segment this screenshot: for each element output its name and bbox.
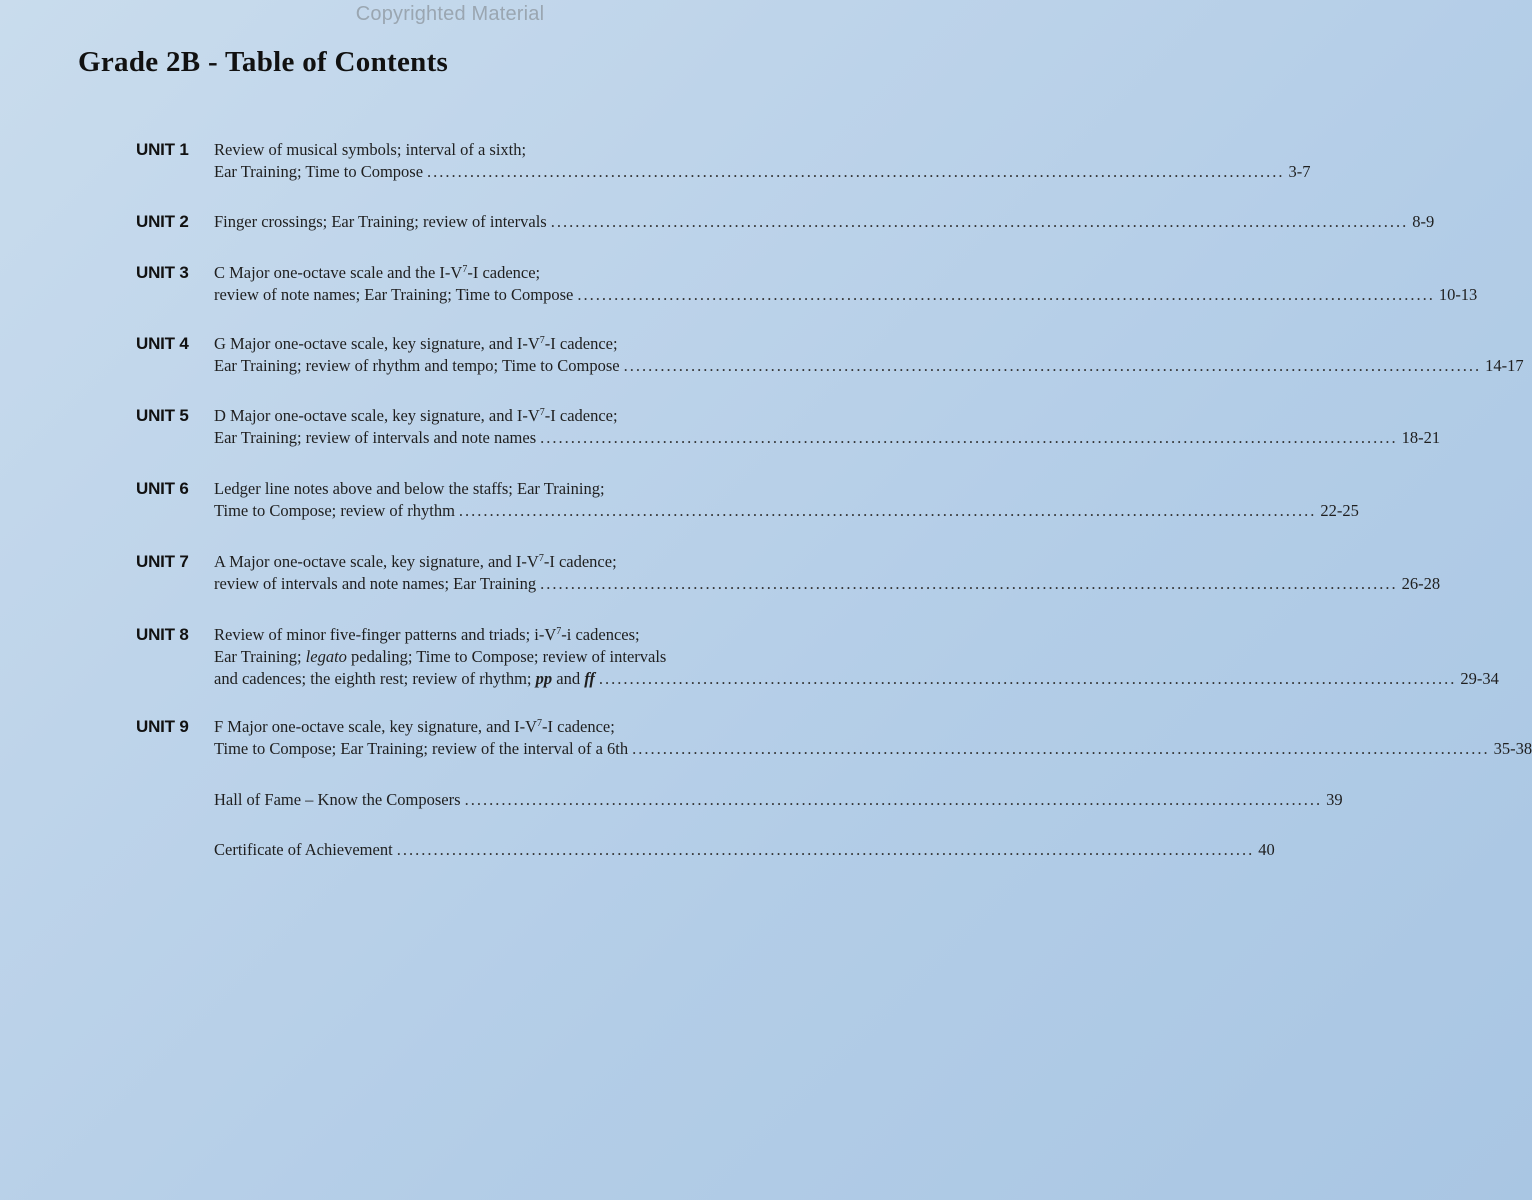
- toc-line: [214, 405, 826, 427]
- unit-label: UNIT 6: [136, 479, 189, 498]
- toc-line-text: Ear Training; Time to Compose: [214, 162, 424, 181]
- toc-line: [214, 738, 1532, 760]
- toc-line: [214, 716, 826, 738]
- unit-label: UNIT 2: [136, 212, 189, 231]
- page-number: 14-17: [1485, 356, 1524, 375]
- toc-line: [214, 478, 826, 500]
- page-number: 22-25: [1320, 501, 1359, 520]
- toc-line: [214, 551, 826, 573]
- dot-leader: ............................................................................................................................................: [623, 356, 1482, 375]
- dot-leader: ............................................................................................................................................: [598, 669, 1457, 688]
- page-number: 26-28: [1401, 574, 1441, 593]
- unit-label: UNIT 4: [136, 334, 189, 353]
- toc-line-text: D Major one-octave scale, key signature, and $I-V^7-I$ cadence;: [214, 406, 618, 425]
- toc-line-text: Hall of Fame – Know the Composers: [214, 790, 461, 809]
- unit-label: UNIT 1: [136, 140, 189, 159]
- toc-line: [214, 333, 826, 355]
- dot-leader: ............................................................................................................................................: [540, 428, 1398, 447]
- toc-line: [214, 262, 826, 284]
- dot-leader: ............................................................................................................................................: [464, 790, 1323, 809]
- toc-line: [214, 355, 1524, 377]
- dot-leader: ............................................................................................................................................: [550, 212, 1409, 231]
- toc-line: [214, 624, 826, 646]
- toc-line: [214, 668, 1499, 690]
- page-number: 29-34: [1460, 669, 1499, 688]
- page-number: 8-9: [1412, 212, 1435, 231]
- page-number: 39: [1326, 790, 1343, 809]
- toc-line-text: Finger crossings; Ear Training; review of intervals: [214, 212, 547, 231]
- toc-line: [214, 839, 1275, 861]
- page-number: 10-13: [1438, 285, 1478, 304]
- toc-line: [214, 211, 1435, 233]
- toc-line-text: Ear Training; legato pedaling; Time to Compose; review of intervals: [214, 647, 667, 666]
- unit-label: UNIT 9: [136, 717, 189, 736]
- toc-line: [214, 789, 1343, 811]
- toc-line-text: and cadences; the eighth rest; review of rhythm; pp and ff: [214, 669, 595, 688]
- unit-label: UNIT 7: [136, 552, 189, 571]
- unit-label: UNIT 3: [136, 263, 189, 282]
- toc-line: [214, 284, 1478, 306]
- dot-leader: ............................................................................................................................................: [632, 739, 1490, 758]
- toc-line-text: Time to Compose; Ear Training; review of the interval of a 6th: [214, 739, 629, 758]
- toc-line-text: Time to Compose; review of rhythm: [214, 501, 455, 520]
- toc-line-text: Review of minor five-finger patterns and triads; $i-V^7-i$ cadences;: [214, 625, 640, 644]
- page-title: Grade 2B - Table of Contents: [78, 46, 449, 78]
- dot-leader: ............................................................................................................................................: [577, 285, 1435, 304]
- toc-line: [214, 161, 1311, 183]
- toc-line: [214, 427, 1441, 449]
- unit-label: UNIT 8: [136, 625, 189, 644]
- toc-line-text: Ear Training; review of intervals and note names: [214, 428, 537, 447]
- page-number: 35-38: [1493, 739, 1532, 758]
- toc-line-text: review of note names; Ear Training; Time to Compose: [214, 285, 574, 304]
- dot-leader: ............................................................................................................................................: [427, 162, 1285, 181]
- unit-label: UNIT 5: [136, 406, 189, 425]
- toc-line-text: review of intervals and note names; Ear Training: [214, 574, 537, 593]
- page-number: 18-21: [1401, 428, 1441, 447]
- dot-leader: ............................................................................................................................................: [458, 501, 1317, 520]
- toc-line-text: A Major one-octave scale, key signature, and $I-V^7-I$ cadence;: [214, 552, 617, 571]
- page-number: 40: [1258, 840, 1275, 859]
- toc-line-text: C Major one-octave scale and the $I-V^7-I$ cadence;: [214, 263, 541, 282]
- toc-line-text: Review of musical symbols; interval of a sixth;: [214, 140, 527, 159]
- toc-line-text: Ledger line notes above and below the staffs; Ear Training;: [214, 479, 605, 498]
- toc-line-text: G Major one-octave scale, key signature, and $I-V^7-I$ cadence;: [214, 334, 618, 353]
- dot-leader: ............................................................................................................................................: [540, 574, 1398, 593]
- dot-leader: ............................................................................................................................................: [396, 840, 1255, 859]
- toc-line: [214, 573, 1441, 595]
- toc-line-text: F Major one-octave scale, key signature, and $I-V^7-I$ cadence;: [214, 717, 615, 736]
- toc-line-text: Certificate of Achievement: [214, 840, 393, 859]
- toc-line: [214, 646, 826, 668]
- toc-line: [214, 500, 1359, 522]
- page-number: 3-7: [1288, 162, 1311, 181]
- toc-line: [214, 139, 826, 161]
- toc-line-text: Ear Training; review of rhythm and tempo; Time to Compose: [214, 356, 620, 375]
- copyright-watermark: Copyrighted Material: [355, 3, 545, 25]
